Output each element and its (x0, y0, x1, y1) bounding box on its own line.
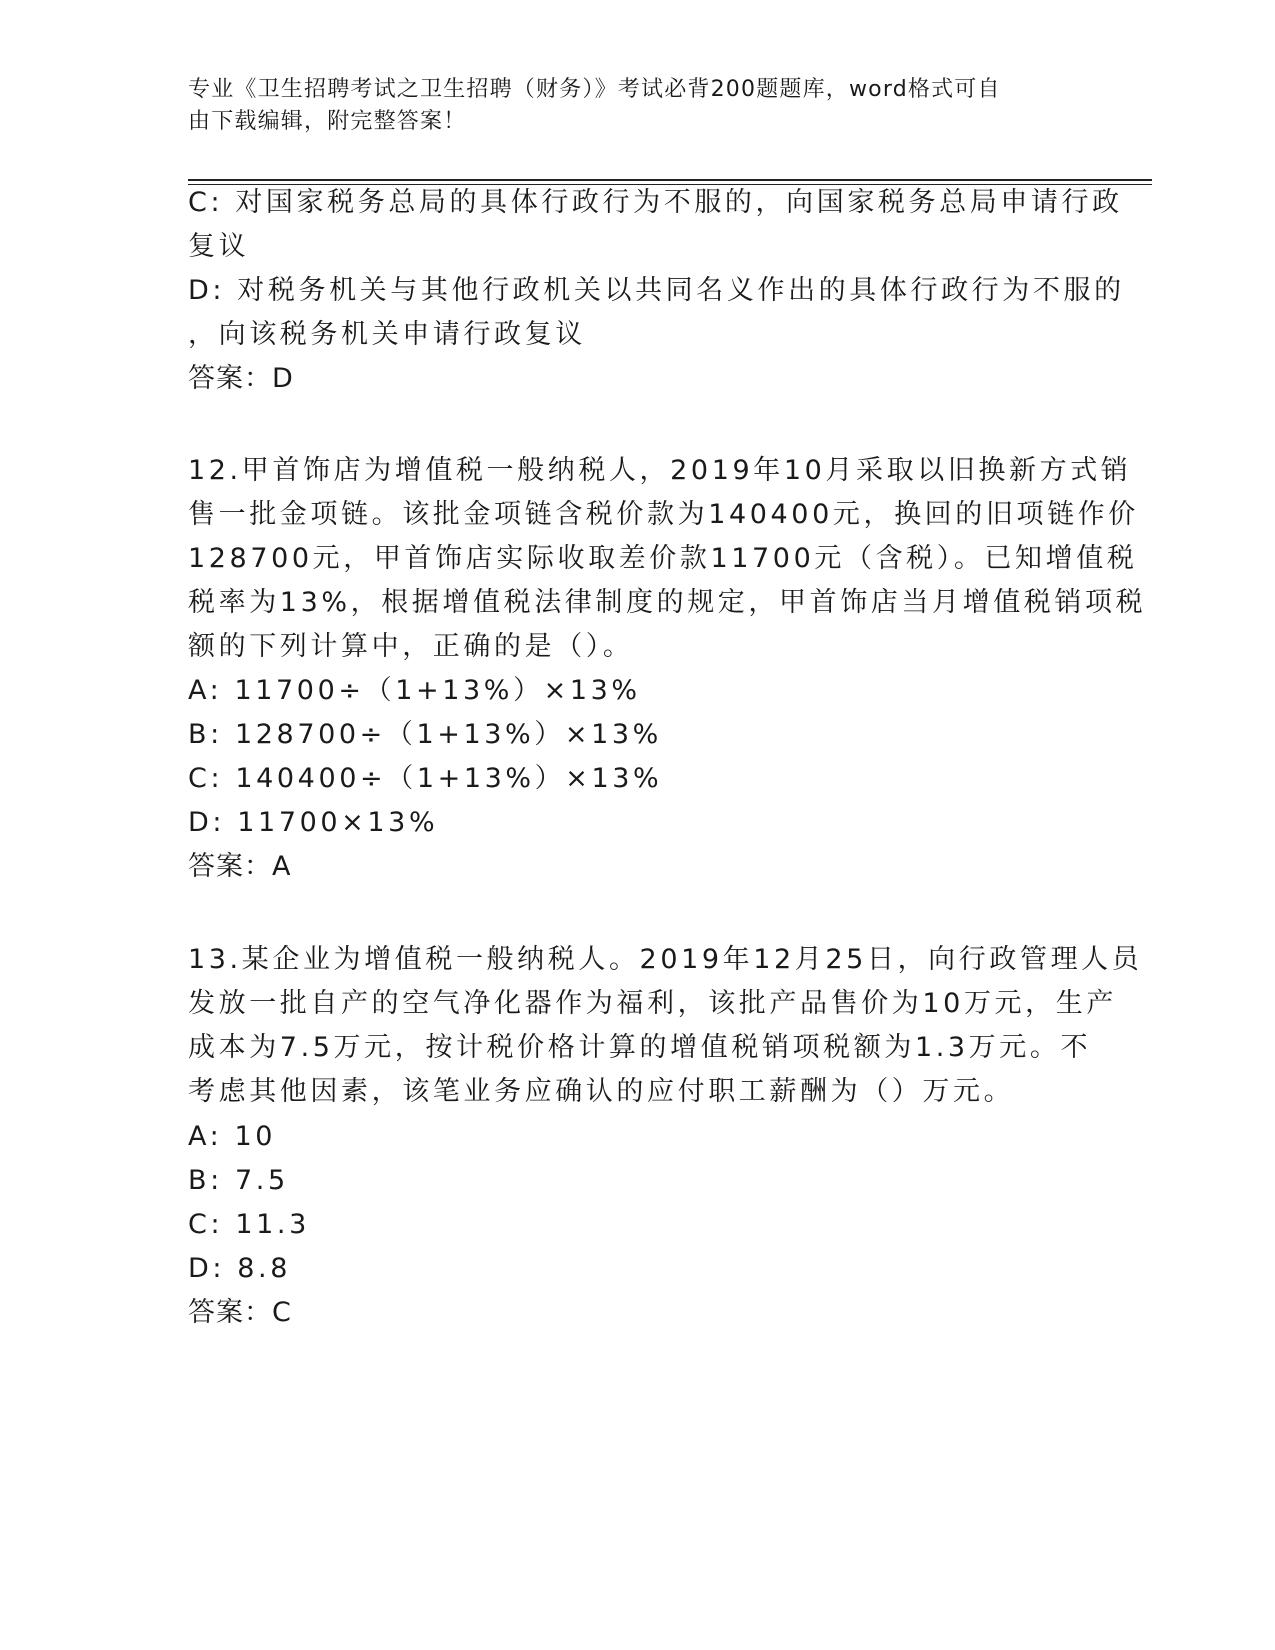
q11-option-d-line-1: D: 对税务机关与其他行政机关以共同名义作出的具体行政行为不服的 (188, 275, 1125, 306)
q13-stem-line-3: 成本为7.5万元，按计税价格计算的增值税销项税额为1.3万元。不 (188, 1032, 1092, 1063)
header-line-2: 由下载编辑，附完整答案！ (188, 109, 467, 134)
header-line-1: 专业《卫生招聘考试之卫生招聘（财务）》考试必背200题题库，word格式可自 (188, 77, 1001, 102)
header-divider-thin (188, 184, 1152, 185)
q12-stem-line-4: 税率为13%，根据增值税法律制度的规定，甲首饰店当月增值税销项税 (188, 587, 1147, 618)
q13-stem-line-1: 13.某企业为增值税一般纳税人。2019年12月25日，向行政管理人员 (188, 944, 1143, 975)
q12-stem-line-3: 128700元，甲首饰店实际收取差价款11700元（含税）。已知增值税 (188, 543, 1138, 574)
q12-stem-line-5: 额的下列计算中，正确的是（）。 (188, 631, 634, 662)
q13-option-d: D: 8.8 (188, 1253, 292, 1284)
page-header (188, 74, 1078, 138)
q11-option-c-line-1: C: 对国家税务总局的具体行政行为不服的，向国家税务总局申请行政 (188, 187, 1123, 218)
q12-option-d: D: 11700×13% (188, 807, 439, 838)
q13-answer: 答案：C (188, 1297, 292, 1328)
q12-answer: 答案：A (188, 851, 292, 882)
q13-stem-line-2: 发放一批自产的空气净化器作为福利，该批产品售价为10万元，生产 (188, 988, 1117, 1019)
header-divider-thick (188, 179, 1152, 181)
q12-option-a: A: 11700÷（1+13%）×13% (188, 675, 641, 706)
q12-stem-line-2: 售一批金项链。该批金项链含税价款为140400元，换回的旧项链作价 (188, 499, 1139, 530)
q11-answer: 答案：D (188, 363, 294, 394)
q12-stem-line-1: 12.甲首饰店为增值税一般纳税人，2019年10月采取以旧换新方式销 (188, 455, 1132, 486)
q11-option-c-line-2: 复议 (188, 231, 250, 262)
q12-option-b: B: 128700÷（1+13%）×13% (188, 719, 662, 750)
q13-option-a: A: 10 (188, 1121, 277, 1152)
q11-option-d-line-2: ，向该税务机关申请行政复议 (188, 319, 586, 350)
q13-option-c: C: 11.3 (188, 1209, 310, 1240)
q13-stem-line-4: 考虑其他因素，该笔业务应确认的应付职工薪酬为（）万元。 (188, 1076, 1015, 1107)
q13-option-b: B: 7.5 (188, 1165, 289, 1196)
q12-option-c: C: 140400÷（1+13%）×13% (188, 763, 663, 794)
